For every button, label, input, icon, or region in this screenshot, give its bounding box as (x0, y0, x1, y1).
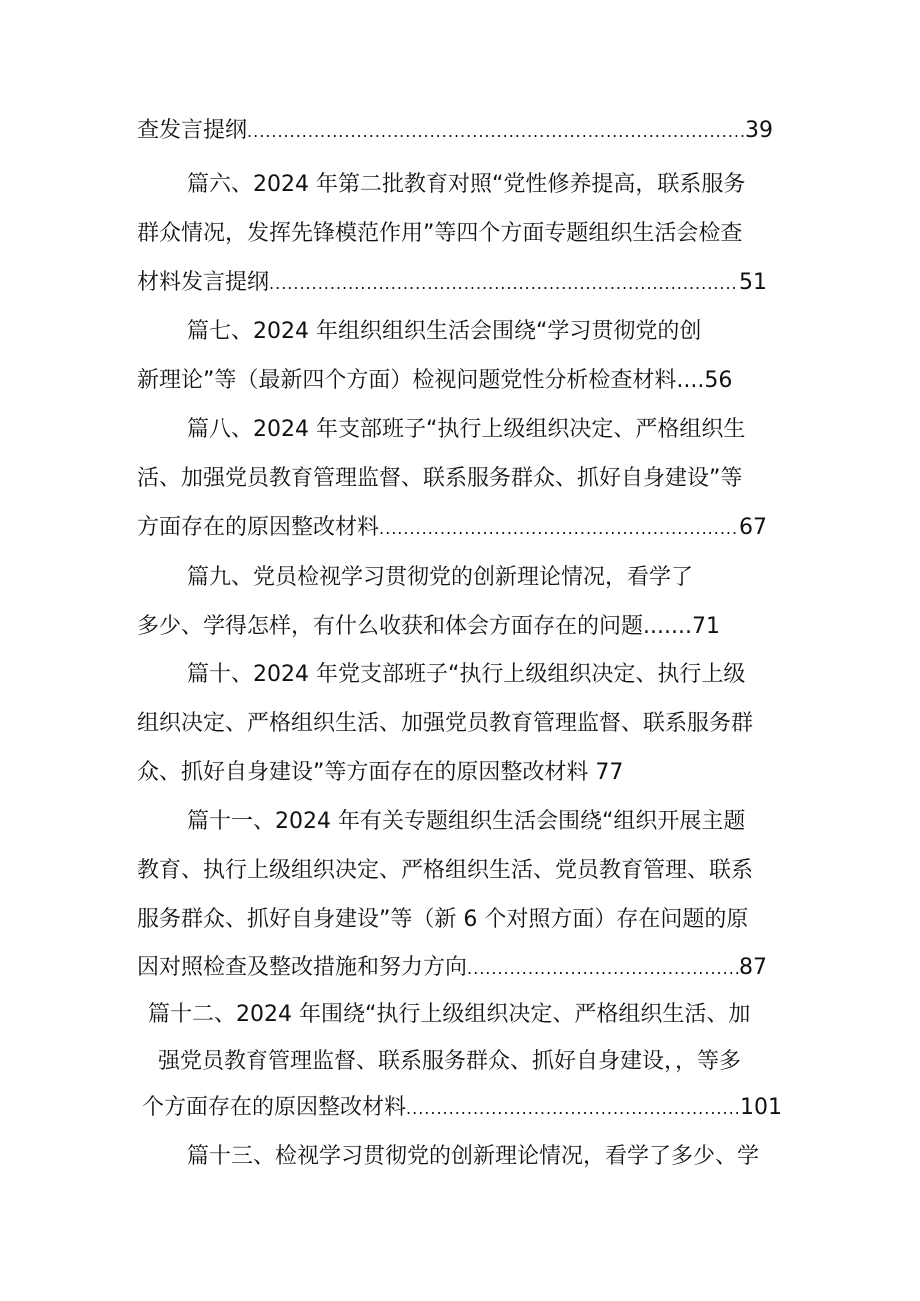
toc-entry-line[interactable]: 活、加强党员教育管理监督、联系服务群众、抓好自身建设”等 (137, 466, 743, 491)
toc-entry-line[interactable]: 篇六、2024 年第二批教育对照“党性修养提高，联系服务 (187, 172, 746, 197)
toc-entry-51[interactable] (137, 268, 767, 299)
toc-entry-line[interactable]: 篇八、2024 年支部班子“执行上级组织决定、严格组织生 (187, 417, 746, 442)
toc-entry-56[interactable] (137, 366, 765, 396)
dot-leader (269, 269, 739, 299)
toc-entry-line[interactable]: 服务群众、抓好自身建设”等（新 6 个对照方面）存在问题的原 (137, 907, 749, 932)
toc-entry-line[interactable]: 组织决定、严格组织生活、加强党员教育管理监督、联系服务群 (137, 711, 754, 736)
toc-entry-text: 多少、学得怎样，有什么收获和体会方面存在的问题....... (137, 614, 692, 639)
toc-entry-87[interactable] (137, 953, 767, 984)
toc-entry-text: 材料发言提纲 (137, 270, 270, 295)
toc-entry-line[interactable]: 篇十三、检视学习贯彻党的创新理论情况，看学了多少、学 (187, 1144, 760, 1169)
toc-page-number: 39 (745, 118, 773, 143)
toc-entry-39[interactable] (137, 116, 773, 147)
dot-leader (406, 1094, 740, 1124)
toc-entry-71[interactable] (137, 612, 741, 642)
toc-entry-line[interactable]: 篇九、党员检视学习贯彻党的创新理论情况，看学了 (187, 565, 694, 590)
toc-page-number: 71 (691, 614, 720, 639)
toc-entry-line[interactable]: 篇十一、2024 年有关专题组织生活会围绕“组织开展主题 (187, 809, 746, 834)
toc-entry-line[interactable]: 群众情况，发挥先锋模范作用”等四个方面专题组织生活会检查 (137, 221, 743, 246)
toc-entry-text: 查发言提纲 (137, 118, 248, 143)
toc-entry-line[interactable]: 篇七、2024 年组织组织生活会围绕“学习贯彻党的创 (187, 319, 702, 344)
toc-entry-text: 个方面存在的原因整改材料 (142, 1095, 407, 1120)
toc-page-number: 67 (739, 515, 767, 540)
toc-entry-line[interactable]: 篇十、2024 年党支部班子“执行上级组织决定、执行上级 (187, 662, 746, 687)
toc-entry-line[interactable]: 篇十二、2024 年围绕“执行上级组织决定、严格组织生活、加 (148, 1002, 751, 1027)
toc-entry-line[interactable]: 教育、执行上级组织决定、严格组织生活、党员教育管理、联系 (137, 858, 754, 883)
dot-leader (247, 117, 745, 147)
dot-leader (467, 954, 739, 984)
toc-entry-line[interactable]: 众、抓好自身建设”等方面存在的原因整改材料 77 (137, 760, 624, 785)
toc-page-number: 101 (740, 1095, 782, 1120)
toc-entry-101[interactable] (142, 1093, 782, 1124)
toc-page-number: 56 (704, 368, 733, 393)
toc-entry-text: 方面存在的原因整改材料 (137, 515, 380, 540)
toc-page-number: 87 (739, 955, 767, 980)
toc-entry-line[interactable]: 强党员教育管理监督、联系服务群众、抓好自身建设，，等多 (158, 1049, 742, 1074)
toc-entry-67[interactable] (137, 513, 767, 544)
toc-entry-text: 新理论”等（最新四个方面）检视问题党性分析检查材料.... (137, 368, 705, 393)
dot-leader (379, 514, 739, 544)
toc-page-number: 51 (739, 270, 767, 295)
toc-entry-text: 因对照检查及整改措施和努力方向 (137, 955, 468, 980)
